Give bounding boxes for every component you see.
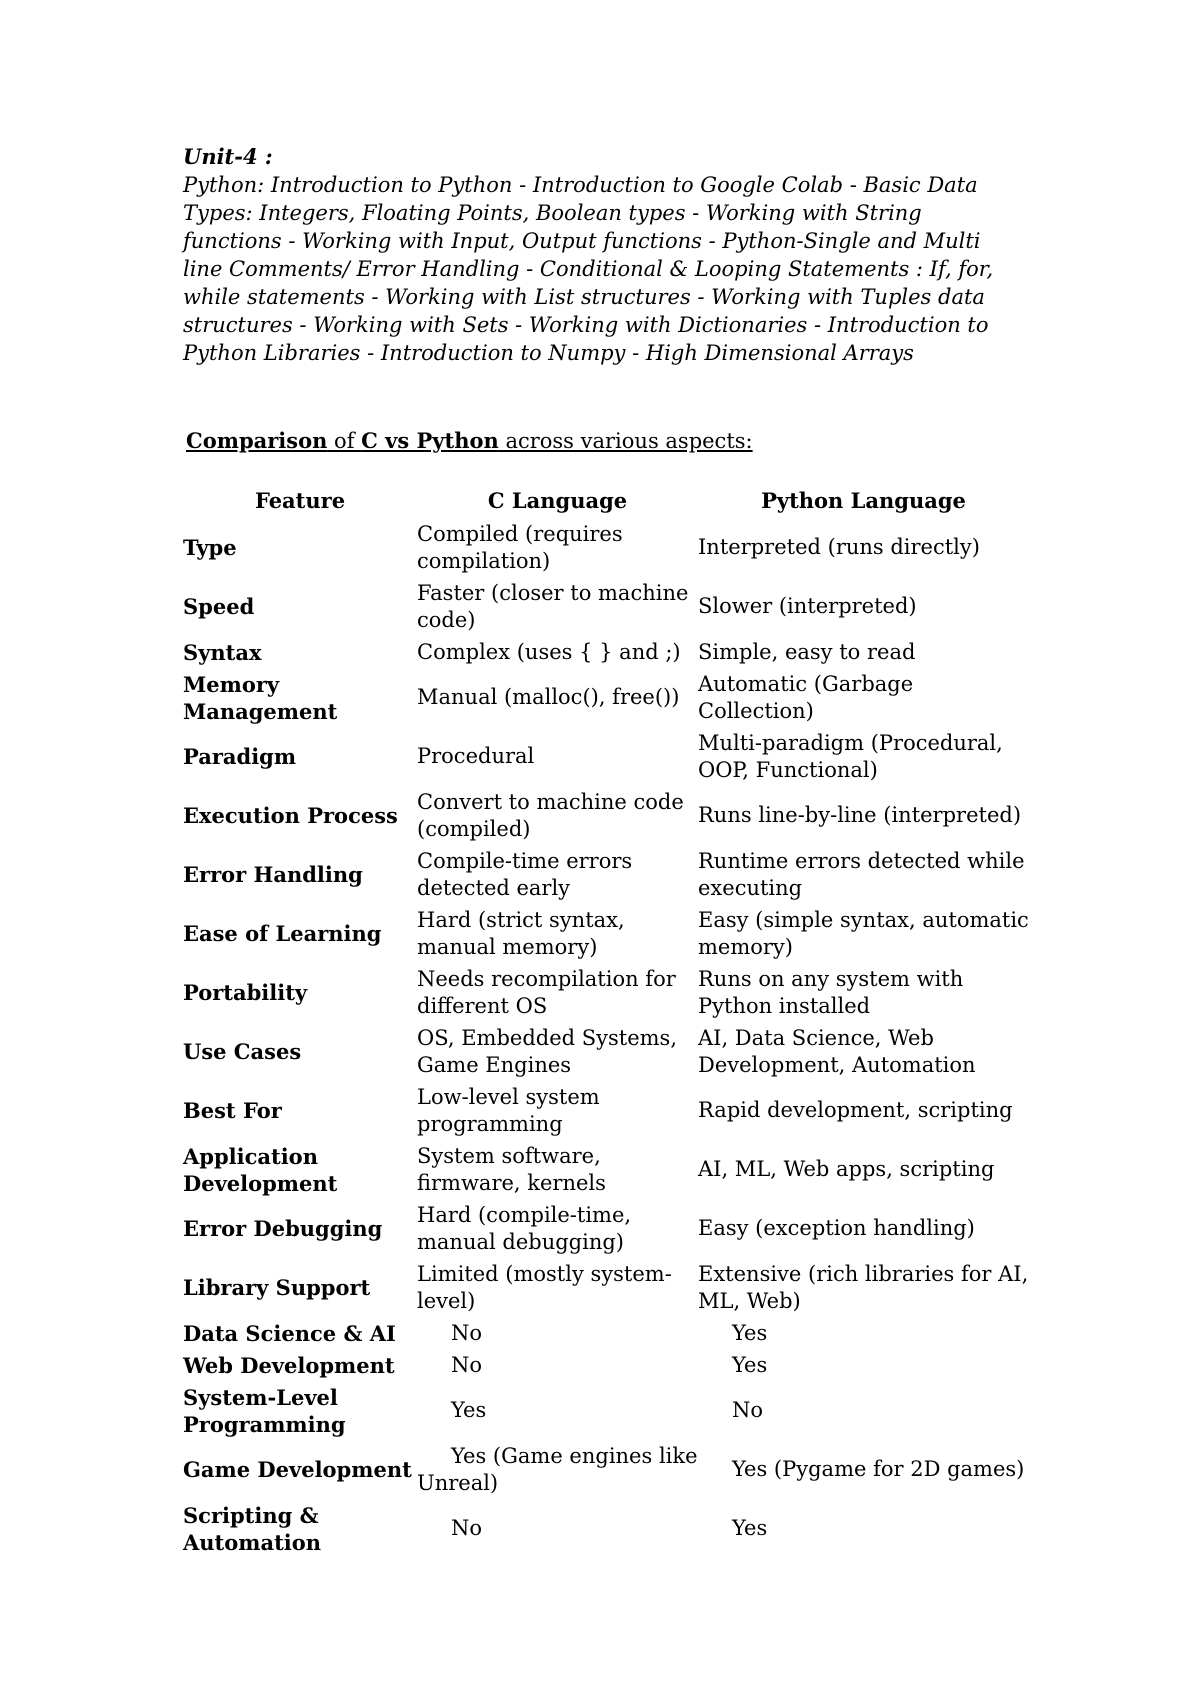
- feature-cell: Error Handling: [183, 862, 363, 887]
- table-row: [183, 1258, 1029, 1317]
- feature-cell: System-Level Programming: [183, 1384, 346, 1437]
- c-cell: Yes (Game engines like Unreal): [417, 1443, 698, 1495]
- table-header-row: [183, 484, 1029, 518]
- table-row: [183, 1381, 1029, 1440]
- c-cell: No: [451, 1516, 483, 1540]
- python-cell: Yes: [732, 1516, 768, 1540]
- table-row: [183, 518, 1029, 577]
- heading-comparison-word: Comparison: [186, 428, 328, 453]
- python-cell: Multi-paradigm (Procedural, OOP, Functional): [698, 730, 1003, 782]
- header-python-language: Python Language: [761, 487, 966, 513]
- c-cell: Yes: [451, 1398, 487, 1422]
- python-cell: Runs line-by-line (interpreted): [698, 803, 1022, 827]
- python-cell: Runs on any system with Python installed: [698, 966, 964, 1018]
- python-cell: Extensive (rich libraries for AI, ML, Web): [698, 1261, 1029, 1313]
- python-cell: Easy (simple syntax, automatic memory): [698, 907, 1029, 959]
- c-cell: No: [451, 1352, 483, 1377]
- unit-title: Unit-4 :: [183, 144, 273, 169]
- python-cell: Interpreted (runs directly): [698, 535, 980, 559]
- c-cell: Needs recompilation for different OS: [417, 966, 676, 1018]
- c-cell: Procedural: [417, 744, 535, 768]
- table-row: [183, 845, 1029, 904]
- table-row: [183, 1499, 1029, 1558]
- c-cell: Complex (uses { } and ;): [417, 639, 681, 664]
- c-cell: No: [451, 1320, 483, 1345]
- feature-cell: Web Development: [183, 1352, 395, 1378]
- python-cell: AI, Data Science, Web Development, Automation: [698, 1025, 976, 1077]
- table-row: [183, 904, 1029, 963]
- table-row: [183, 1440, 1029, 1499]
- python-cell: Yes: [732, 1320, 768, 1345]
- feature-cell: Paradigm: [183, 744, 297, 769]
- c-cell: Faster (closer to machine code): [417, 580, 689, 632]
- c-cell: Low-level system programming: [417, 1084, 600, 1136]
- header-c-language: C Language: [487, 487, 628, 513]
- table-row: [183, 636, 1029, 668]
- feature-cell: Use Cases: [183, 1039, 302, 1064]
- unit-section: [183, 143, 1023, 367]
- c-cell: Convert to machine code (compiled): [417, 789, 684, 841]
- feature-cell: Syntax: [183, 639, 262, 665]
- table-row: [183, 727, 1029, 786]
- feature-cell: Speed: [183, 594, 255, 619]
- table-row: [183, 1199, 1029, 1258]
- feature-cell: Ease of Learning: [183, 921, 382, 946]
- python-cell: AI, ML, Web apps, scripting: [698, 1157, 995, 1181]
- feature-cell: Data Science & AI: [183, 1320, 396, 1346]
- heading-suffix: across various aspects:: [498, 429, 753, 453]
- python-cell: Automatic (Garbage Collection): [698, 671, 914, 723]
- heading-of-word: of: [327, 429, 362, 453]
- feature-cell: Memory Management: [183, 671, 338, 724]
- table-row: [183, 1140, 1029, 1199]
- c-cell: Hard (compile-time, manual debugging): [417, 1202, 632, 1254]
- c-cell: Compile-time errors detected early: [417, 848, 633, 900]
- c-cell: System software, firmware, kernels: [417, 1143, 606, 1195]
- unit-syllabus: Python: Introduction to Python - Introduction to Google Colab - Basic Data Types: Integers, Floating Points, Boolean types - Working with String functions - Working with Input, Output functions - Python-Single and Multi line Comments/ Error Handling - Conditional & Looping Statements : If, for, while statements - Working with List structures - Working with Tuples data structures - Working with Sets - Working with Dictionaries - Introduction to Python Libraries - Introduction to Numpy - High Dimensional Arrays: [183, 173, 994, 365]
- c-cell: Hard (strict syntax, manual memory): [417, 907, 625, 959]
- table-row: [183, 577, 1029, 636]
- python-cell: Slower (interpreted): [698, 594, 917, 618]
- table-row: [183, 668, 1029, 727]
- comparison-table: [183, 484, 1029, 1558]
- python-cell: Rapid development, scripting: [698, 1098, 1013, 1122]
- python-cell: Runtime errors detected while executing: [698, 848, 1025, 900]
- heading-c-vs-python: C vs Python: [361, 428, 499, 453]
- table-row: [183, 1317, 1029, 1349]
- table-row: [183, 1349, 1029, 1381]
- feature-cell: Best For: [183, 1098, 282, 1123]
- feature-cell: Library Support: [183, 1275, 371, 1300]
- table-row: [183, 1022, 1029, 1081]
- c-cell: OS, Embedded Systems, Game Engines: [417, 1025, 678, 1077]
- feature-cell: Application Development: [183, 1143, 338, 1196]
- feature-cell: Type: [183, 535, 237, 560]
- c-cell: Manual (malloc(), free()): [417, 685, 680, 709]
- feature-cell: Execution Process: [183, 803, 398, 828]
- table-row: [183, 1081, 1029, 1140]
- header-feature: Feature: [254, 487, 346, 513]
- table-row: [183, 963, 1029, 1022]
- feature-cell: Portability: [183, 980, 308, 1005]
- feature-cell: Game Development: [183, 1457, 412, 1482]
- feature-cell: Scripting & Automation: [183, 1502, 322, 1555]
- python-cell: Yes (Pygame for 2D games): [732, 1457, 1025, 1481]
- c-cell: Limited (mostly system-level): [417, 1261, 672, 1313]
- python-cell: Yes: [732, 1352, 768, 1377]
- c-cell: Compiled (requires compilation): [417, 521, 623, 573]
- feature-cell: Error Debugging: [183, 1216, 383, 1241]
- table-row: [183, 786, 1029, 845]
- python-cell: Easy (exception handling): [698, 1216, 975, 1240]
- comparison-heading: [186, 427, 753, 455]
- python-cell: No: [732, 1398, 764, 1422]
- python-cell: Simple, easy to read: [698, 639, 916, 664]
